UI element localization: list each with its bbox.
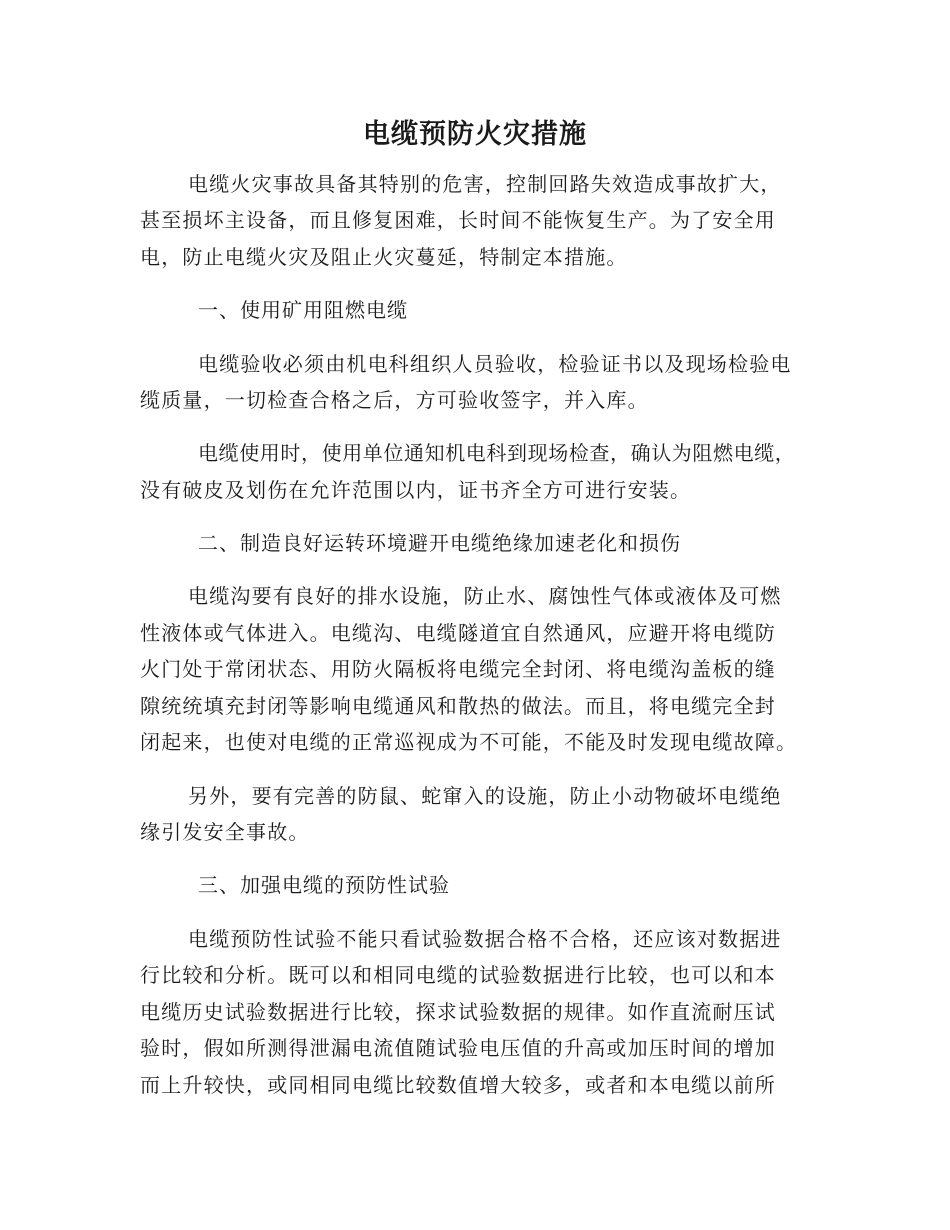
section-heading: 一、使用矿用阻燃电缆 [198,298,408,322]
paragraph-line: 电缆使用时，使用单位通知机电科到现场检查，确认为阻燃电缆， [198,441,796,465]
paragraph-line: 电，防止电缆火灾及阻止火灾蔓延，特制定本措施。 [140,245,628,269]
paragraph-line: 而上升较快，或同相同电缆比较数值增大较多，或者和本电缆以前所 [140,1073,776,1097]
paragraph-line: 火门处于常闭状态、用防火隔板将电缆完全封闭、将电缆沟盖板的缝 [140,657,776,681]
section-heading: 三、加强电缆的预防性试验 [198,873,450,897]
paragraph-line: 电缆历史试验数据进行比较，探求试验数据的规律。如作直流耐压试 [140,1000,776,1024]
paragraph-line: 缘引发安全事故。 [140,820,310,844]
document-title: 电缆预防火灾措施 [363,119,587,150]
paragraph-line: 隙统统填充封闭等影响电缆通风和散热的做法。而且，将电缆完全封 [140,694,776,718]
section-heading: 二、制造良好运转环境避开电缆绝缘加速老化和损伤 [198,531,681,555]
paragraph-line: 电缆预防性试验不能只看试验数据合格不合格，还应该对数据进 [188,927,782,951]
paragraph-line: 性液体或气体进入。电缆沟、电缆隧道宜自然通风，应避开将电缆防 [140,621,776,645]
paragraph-line: 行比较和分析。既可以和相同电缆的试验数据进行比较，也可以和本 [140,963,776,987]
paragraph-line: 缆质量，一切检查合格之后，方可验收签字，并入库。 [140,388,649,412]
paragraph-line: 甚至损坏主设备，而且修复困难，长时间不能恢复生产。为了安全用 [140,208,776,232]
paragraph-line: 电缆验收必须由机电科组织人员验收，检验证书以及现场检验电 [198,352,792,376]
paragraph-line: 闭起来，也使对电缆的正常巡视成为不可能，不能及时发现电缆故障。 [140,730,798,754]
paragraph-line: 验时，假如所测得泄漏电流值随试验电压值的升高或加压时间的增加 [140,1036,776,1060]
paragraph-line: 没有破皮及划伤在允许范围以内，证书齐全方可进行安装。 [140,478,692,502]
paragraph-line: 另外，要有完善的防鼠、蛇窜入的设施，防止小动物破坏电缆绝 [188,784,782,808]
paragraph-line: 电缆沟要有良好的排水设施，防止水、腐蚀性气体或液体及可燃 [188,584,782,608]
paragraph-line: 电缆火灾事故具备其特别的危害，控制回路失效造成事故扩大， [188,172,782,196]
